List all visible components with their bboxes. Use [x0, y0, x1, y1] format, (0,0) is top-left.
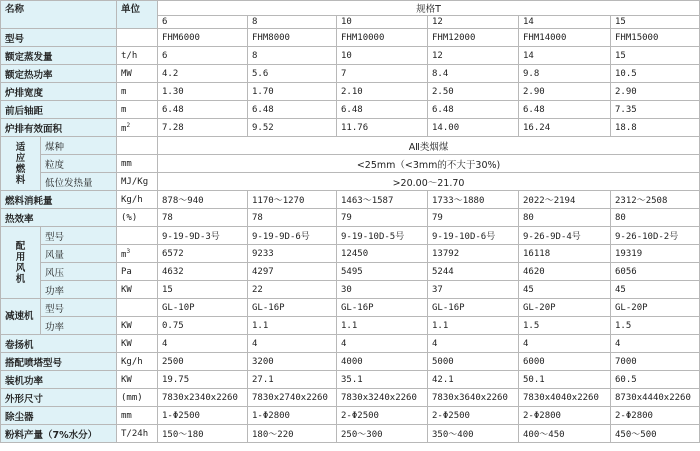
- table-row: [1, 263, 700, 281]
- row-label: 炉排有效面积: [1, 119, 117, 137]
- unit-cell: MW: [117, 65, 158, 83]
- spec-cell: 14: [519, 16, 611, 29]
- unit-cell: KW: [117, 281, 158, 299]
- value-cell: 78: [158, 209, 248, 227]
- table-row: [1, 389, 700, 407]
- value-cell: 80: [611, 209, 700, 227]
- row-label: 前后轴距: [1, 101, 117, 119]
- row-label: 风压: [41, 263, 117, 281]
- value-cell: 45: [611, 281, 700, 299]
- value-cell: 1.1: [337, 317, 428, 335]
- value-cell: FHM8000: [248, 29, 337, 47]
- value-cell: 2-Φ2500: [428, 407, 519, 425]
- value-cell: 4: [519, 335, 611, 353]
- table-row: [1, 317, 700, 335]
- unit-cell: KW: [117, 317, 158, 335]
- unit-cell: [117, 299, 158, 317]
- value-cell: 2022～2194: [519, 191, 611, 209]
- value-cell: 16118: [519, 245, 611, 263]
- value-cell: 4: [611, 335, 700, 353]
- value-cell: 4: [428, 335, 519, 353]
- value-cell: 2-Φ2800: [519, 407, 611, 425]
- row-label: 型号: [41, 227, 117, 245]
- value-cell: 27.1: [248, 371, 337, 389]
- value-cell: 7830x3640x2260: [428, 389, 519, 407]
- value-cell: 7.35: [611, 101, 700, 119]
- value-cell: 6572: [158, 245, 248, 263]
- value-cell: 13792: [428, 245, 519, 263]
- value-cell: 5000: [428, 353, 519, 371]
- row-label: 搭配喷塔型号: [1, 353, 117, 371]
- row-label: 额定热功率: [1, 65, 117, 83]
- unit-cell: [117, 227, 158, 245]
- value-cell: 9-26-9D-4号: [519, 227, 611, 245]
- value-cell: 1.1: [428, 317, 519, 335]
- value-cell: 35.1: [337, 371, 428, 389]
- value-cell: 4000: [337, 353, 428, 371]
- value-cell: 50.1: [519, 371, 611, 389]
- value-cell: 4297: [248, 263, 337, 281]
- unit-cell: KW: [117, 371, 158, 389]
- value-cell: 9-19-9D-6号: [248, 227, 337, 245]
- value-cell: 7830x2340x2260: [158, 389, 248, 407]
- value-cell: GL-20P: [611, 299, 700, 317]
- value-cell: 2.90: [519, 83, 611, 101]
- unit-cell: [117, 245, 158, 263]
- value-cell: 250～300: [337, 425, 428, 443]
- unit-cell: T/24h: [117, 425, 158, 443]
- unit-cell: (mm): [117, 389, 158, 407]
- value-cell: 1.70: [248, 83, 337, 101]
- value-cell: 1-Φ2800: [248, 407, 337, 425]
- value-cell: 6.48: [158, 101, 248, 119]
- row-label: 风量: [41, 245, 117, 263]
- value-cell: 6.48: [428, 101, 519, 119]
- unit-cell: mm: [117, 155, 158, 173]
- table-row: [1, 47, 700, 65]
- value-cell: 9.8: [519, 65, 611, 83]
- value-cell: 180～220: [248, 425, 337, 443]
- table-row: [1, 335, 700, 353]
- value-cell: 1.1: [248, 317, 337, 335]
- unit-cell: [117, 119, 158, 137]
- value-cell: 6056: [611, 263, 700, 281]
- spec-table-body: [1, 1, 700, 443]
- value-cell: 8.4: [428, 65, 519, 83]
- value-cell: 11.76: [337, 119, 428, 137]
- value-cell: 4620: [519, 263, 611, 281]
- table-row: [1, 299, 700, 317]
- value-cell: 450～500: [611, 425, 700, 443]
- value-cell: GL-20P: [519, 299, 611, 317]
- value-cell: GL-16P: [248, 299, 337, 317]
- value-cell: 2.10: [337, 83, 428, 101]
- header-unit: 单位: [117, 1, 158, 29]
- value-cell: 18.8: [611, 119, 700, 137]
- value-cell: FHM14000: [519, 29, 611, 47]
- unit-cell: m: [117, 83, 158, 101]
- value-cell: 12: [428, 47, 519, 65]
- unit-cell: KW: [117, 335, 158, 353]
- value-cell: 45: [519, 281, 611, 299]
- value-cell: 78: [248, 209, 337, 227]
- row-label: 额定蒸发量: [1, 47, 117, 65]
- value-cell: 42.1: [428, 371, 519, 389]
- value-cell: 15: [611, 47, 700, 65]
- value-cell: FHM6000: [158, 29, 248, 47]
- row-label: 装机功率: [1, 371, 117, 389]
- header-name: 名称: [1, 1, 117, 29]
- value-cell: 7: [337, 65, 428, 83]
- table-row: [1, 353, 700, 371]
- table-row: [1, 29, 700, 47]
- value-cell: 1.30: [158, 83, 248, 101]
- value-cell: 9-19-9D-3号: [158, 227, 248, 245]
- value-cell: 19319: [611, 245, 700, 263]
- row-label: 燃料消耗量: [1, 191, 117, 209]
- value-cell: 8730x4440x2260: [611, 389, 700, 407]
- value-cell: 22: [248, 281, 337, 299]
- value-cell: 350～400: [428, 425, 519, 443]
- merged-value-cell: AⅡ类烟煤: [158, 137, 700, 155]
- row-label: 热效率: [1, 209, 117, 227]
- table-row: [1, 209, 700, 227]
- spec-cell: 8: [248, 16, 337, 29]
- value-cell: 9-19-10D-5号: [337, 227, 428, 245]
- value-cell: 16.24: [519, 119, 611, 137]
- value-cell: 2.50: [428, 83, 519, 101]
- table-row: [1, 119, 700, 137]
- row-label: 煤种: [41, 137, 117, 155]
- value-cell: 14.00: [428, 119, 519, 137]
- value-cell: 6000: [519, 353, 611, 371]
- value-cell: 4632: [158, 263, 248, 281]
- value-cell: 19.75: [158, 371, 248, 389]
- unit-base: m: [121, 249, 127, 260]
- value-cell: 14: [519, 47, 611, 65]
- value-cell: 79: [428, 209, 519, 227]
- value-cell: 1.5: [611, 317, 700, 335]
- value-cell: 1.5: [519, 317, 611, 335]
- value-cell: 4: [337, 335, 428, 353]
- value-cell: 6.48: [337, 101, 428, 119]
- table-row: [1, 227, 700, 245]
- value-cell: FHM10000: [337, 29, 428, 47]
- value-cell: 6.48: [248, 101, 337, 119]
- value-cell: 4: [248, 335, 337, 353]
- value-cell: 878～940: [158, 191, 248, 209]
- value-cell: 9-26-10D-2号: [611, 227, 700, 245]
- unit-cell: [117, 29, 158, 47]
- value-cell: 37: [428, 281, 519, 299]
- value-cell: 9-19-10D-6号: [428, 227, 519, 245]
- value-cell: 2-Φ2800: [611, 407, 700, 425]
- group-label: 减速机: [1, 299, 41, 335]
- table-row: [1, 281, 700, 299]
- table-row: [1, 155, 700, 173]
- row-label: 炉排宽度: [1, 83, 117, 101]
- value-cell: 0.75: [158, 317, 248, 335]
- unit-base: m: [121, 123, 127, 134]
- value-cell: 2-Φ2500: [337, 407, 428, 425]
- value-cell: FHM15000: [611, 29, 700, 47]
- spec-cell: 15: [611, 16, 700, 29]
- value-cell: 8: [248, 47, 337, 65]
- value-cell: 7830x3240x2260: [337, 389, 428, 407]
- header-spec: 规格T: [158, 1, 700, 16]
- table-row: [1, 371, 700, 389]
- row-label: 除尘器: [1, 407, 117, 425]
- unit-cell: t/h: [117, 47, 158, 65]
- unit-cell: MJ/Kg: [117, 173, 158, 191]
- unit-cell: m: [117, 101, 158, 119]
- row-label: 卷扬机: [1, 335, 117, 353]
- value-cell: 7.28: [158, 119, 248, 137]
- value-cell: 9.52: [248, 119, 337, 137]
- value-cell: GL-16P: [337, 299, 428, 317]
- table-row: [1, 101, 700, 119]
- value-cell: 3200: [248, 353, 337, 371]
- table-row: [1, 191, 700, 209]
- value-cell: 5244: [428, 263, 519, 281]
- unit-superscript: 3: [126, 247, 131, 255]
- row-label: 粉料产量（7%水分）: [1, 425, 117, 443]
- spec-cell: 6: [158, 16, 248, 29]
- value-cell: 4.2: [158, 65, 248, 83]
- value-cell: 9233: [248, 245, 337, 263]
- value-cell: GL-16P: [428, 299, 519, 317]
- unit-cell: (%): [117, 209, 158, 227]
- spec-cell: 12: [428, 16, 519, 29]
- table-row: [1, 245, 700, 263]
- merged-value-cell: >20.00～21.70: [158, 173, 700, 191]
- value-cell: 1463～1587: [337, 191, 428, 209]
- value-cell: 10: [337, 47, 428, 65]
- value-cell: 30: [337, 281, 428, 299]
- table-row: [1, 425, 700, 443]
- value-cell: 5.6: [248, 65, 337, 83]
- unit-superscript: 2: [126, 121, 131, 129]
- value-cell: 5495: [337, 263, 428, 281]
- value-cell: 400～450: [519, 425, 611, 443]
- row-label: 功率: [41, 281, 117, 299]
- table-row: [1, 83, 700, 101]
- group-label: 配用风机: [1, 227, 41, 299]
- row-label: 型号: [1, 29, 117, 47]
- merged-value-cell: <25mm（<3mm的不大于30%): [158, 155, 700, 173]
- table-row: [1, 407, 700, 425]
- value-cell: 1733～1880: [428, 191, 519, 209]
- spec-cell: 10: [337, 16, 428, 29]
- row-label: 低位发热量: [41, 173, 117, 191]
- unit-cell: Pa: [117, 263, 158, 281]
- value-cell: 12450: [337, 245, 428, 263]
- value-cell: 80: [519, 209, 611, 227]
- unit-cell: [117, 137, 158, 155]
- value-cell: 7000: [611, 353, 700, 371]
- value-cell: 1170～1270: [248, 191, 337, 209]
- table-row: [1, 65, 700, 83]
- value-cell: 79: [337, 209, 428, 227]
- value-cell: 1-Φ2500: [158, 407, 248, 425]
- row-label: 外形尺寸: [1, 389, 117, 407]
- value-cell: 2500: [158, 353, 248, 371]
- unit-cell: Kg/h: [117, 353, 158, 371]
- value-cell: 6: [158, 47, 248, 65]
- row-label: 功率: [41, 317, 117, 335]
- value-cell: 150～180: [158, 425, 248, 443]
- group-label: 适应燃料: [1, 137, 41, 191]
- unit-cell: mm: [117, 407, 158, 425]
- row-label: 型号: [41, 299, 117, 317]
- value-cell: 2.90: [611, 83, 700, 101]
- value-cell: FHM12000: [428, 29, 519, 47]
- row-label: 粒度: [41, 155, 117, 173]
- value-cell: 2312～2508: [611, 191, 700, 209]
- table-row: [1, 173, 700, 191]
- value-cell: 10.5: [611, 65, 700, 83]
- value-cell: GL-10P: [158, 299, 248, 317]
- value-cell: 7830x2740x2260: [248, 389, 337, 407]
- header-row-1: [1, 1, 700, 16]
- value-cell: 4: [158, 335, 248, 353]
- value-cell: 6.48: [519, 101, 611, 119]
- unit-cell: Kg/h: [117, 191, 158, 209]
- value-cell: 15: [158, 281, 248, 299]
- value-cell: 7830x4040x2260: [519, 389, 611, 407]
- table-row: [1, 137, 700, 155]
- value-cell: 60.5: [611, 371, 700, 389]
